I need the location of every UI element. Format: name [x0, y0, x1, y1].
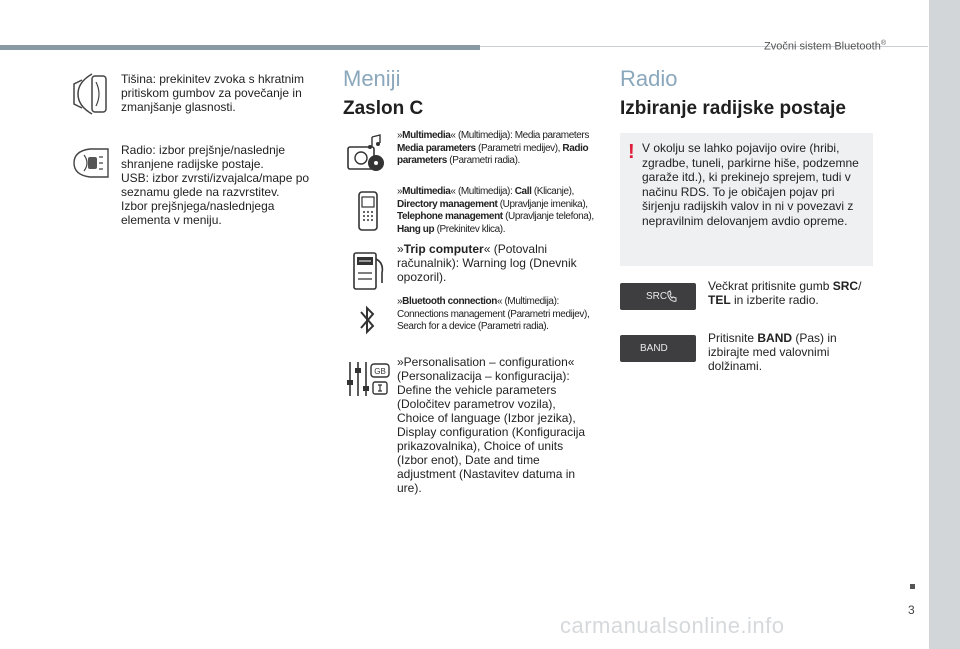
personalisation-config-icon — [345, 360, 391, 398]
warning-box — [620, 133, 873, 266]
radio-line: Radio: izbor prejšnje/naslednje shranjene radijske postaje. — [121, 143, 286, 171]
chapter-title: Zvočni sistem Bluetooth® — [764, 40, 886, 53]
menu-telephone-text: »Multimedia« (Multimedija): Call (Klicanje), Directory management (Upravljanje imenika), Telephone management (Upravljanje telefona), Hang up (Prekinitev klica). — [397, 186, 594, 235]
watermark: carmanualsonline.info — [560, 613, 785, 638]
page-number: 3 — [908, 603, 915, 617]
phone-icon — [355, 190, 381, 232]
menu-multimedia-text: »Multimedia« (Multimedija): Media parameters Media parameters (Parametri medijev), Radio parameters (Parametri radia). — [397, 130, 589, 166]
bluetooth-icon — [357, 303, 379, 337]
steering-scroll-wheel-icon — [70, 145, 112, 181]
menu-trip-computer-text: »Trip computer« (Potovalni računalnik): Warning log (Dnevnik opozoril). — [397, 242, 577, 284]
subtitle-select-station: Izbiranje radijske postaje — [620, 98, 846, 119]
multimedia-icon — [346, 133, 386, 173]
band-button-image — [620, 335, 696, 362]
warning-text: V okolju se lahko pojavijo ovire (hribi, zgradbe, tuneli, parkirne hiše, podzemne garaže itd.), ki prekinejo sprejem, tudi v načinu RDS. To je običajen pojav pri širjenju radijskih valov in ni v povezavi z nepravilnim delovanjem avdio opreme. — [642, 141, 859, 228]
mute-description: Tišina: prekinitev zvoka s hkratnim pritiskom gumbov za povečanje in zmanjšanje glasnosti. — [121, 72, 304, 114]
src-tel-button-image — [620, 283, 696, 310]
trip-computer-icon — [352, 249, 386, 291]
steering-volume-buttons-icon — [70, 72, 112, 116]
handset-icon — [666, 290, 678, 302]
src-instruction: Večkrat pritisnite gumb SRC/ TEL in izberite radio. — [708, 279, 862, 307]
subtitle-screen-c: Zaslon C — [343, 98, 424, 119]
section-title-radio: Radio — [620, 66, 678, 91]
language-code-label: GB — [374, 367, 386, 376]
band-instruction: Pritisnite BAND (Pas) in izbirajte med valovnimi dolžinami. — [708, 331, 837, 373]
band-button-label: BAND — [640, 343, 668, 354]
usb-line: USB: izbor zvrsti/izvajalca/mape po seznamu glede na razvrstitev. — [121, 171, 310, 199]
menu-bluetooth-text: »Bluetooth connection« (Multimedija): Connections management (Parametri medijev), Search for a device (Parametri radia). — [397, 296, 590, 332]
radio-description — [121, 143, 321, 227]
top-rule-bar — [0, 45, 480, 50]
page-marker — [910, 584, 915, 589]
menu-personalisation-text: »Personalisation – configuration« (Personalizacija – konfiguracija): Define the vehicle parameters (Določitev parametrov vozila), Choice of language (Izbor jezika), Display configuration (Konfiguracija prikazovalnika), Choice of units (Izbor enot), Date and time adjustment (Nastavitev datuma in ure). — [397, 355, 586, 495]
warning-icon: ! — [628, 141, 635, 163]
src-button-label: SRC — [646, 291, 668, 302]
section-title-menus: Meniji — [343, 66, 401, 91]
menu-line: Izbor prejšnjega/naslednjega elementa v meniju. — [121, 199, 275, 227]
side-strip — [929, 0, 960, 649]
